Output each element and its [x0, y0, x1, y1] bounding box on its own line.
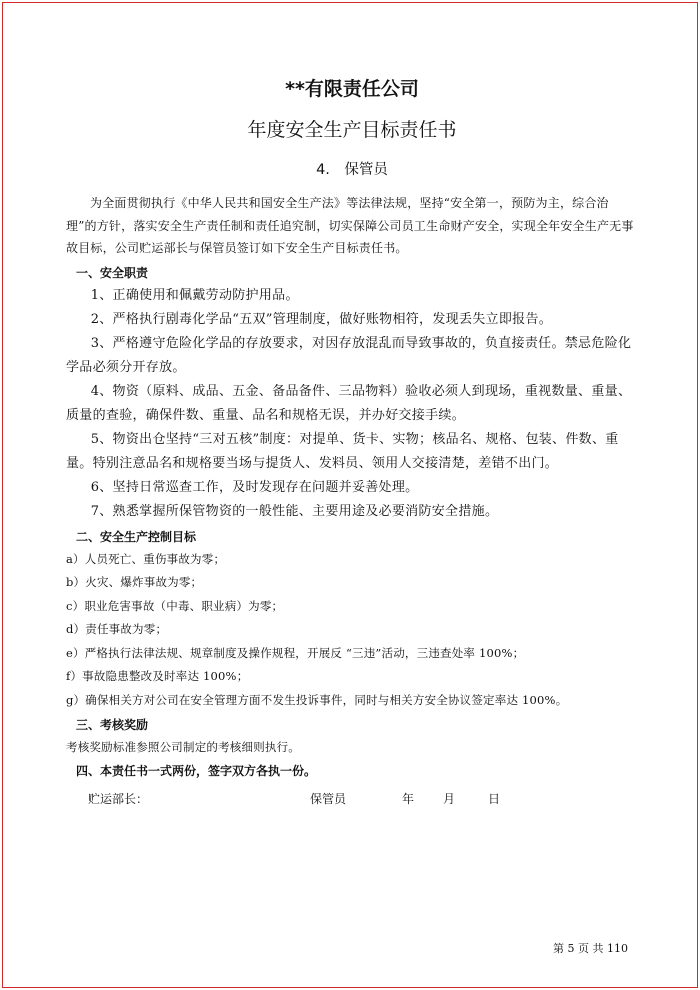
target-item: e）严格执行法律法规、规章制度及操作规程，开展反 “三违”活动，三违查处率 100%； — [66, 645, 525, 660]
section-heading-targets: 二、安全生产控制目标 — [76, 529, 197, 544]
target-item: g）确保相关方对公司在安全管理方面不发生投诉事件，同时与相关方安全协议签定率达 100%。 — [66, 692, 568, 707]
signature-year: 年 — [402, 792, 415, 806]
target-item: f）事故隐患整改及时率达 100%； — [66, 669, 249, 683]
target-item: d）责任事故为零； — [66, 622, 168, 636]
section-heading-rewards: 三、考核奖励 — [76, 718, 149, 732]
document-title: 年度安全生产目标责任书 — [247, 119, 457, 141]
signature-party-a: 贮运部长： — [88, 792, 149, 806]
duty-item: 3、严格遵守危险化学品的存放要求，对因存放混乱而导致事故的，负直接责任。禁忌危险化学品必须分开存放。 — [66, 335, 632, 375]
page-number: 第 5 页 共 110 — [553, 942, 628, 955]
rewards-text: 考核奖励标准参照公司制定的考核细则执行。 — [66, 740, 300, 754]
duty-item: 5、物资出仓坚持“三对五核”制度：对提单、货卡、实物；核品名、规格、包装、件数、重量。特别注意品名和规格要当场与提货人、发料员、领用人交接清楚，差错不出门。 — [66, 431, 619, 471]
target-item: c）职业危害事故（中毒、职业病）为零； — [66, 598, 284, 613]
signature-party-b: 保管员 — [310, 792, 347, 806]
signature-day: 日 — [488, 792, 501, 806]
section-heading-duties: 一、安全职责 — [76, 265, 149, 280]
duty-item: 6、坚持日常巡查工作，及时发现存在问题并妥善处理。 — [90, 479, 419, 495]
duty-item: 4、物资（原料、成品、五金、备品备件、三品物料）验收必须人到现场，重视数量、重量、质量的查验，确保件数、重量、品名和规格无误，并办好交接手续。 — [66, 383, 632, 423]
intro-paragraph: 为全面贯彻执行《中华人民共和国安全生产法》等法律法规，坚持“安全第一，预防为主，综合治理”的方针，落实安全生产责任制和责任追究制，切实保障公司员工生命财产安全，实现全年安全生产无事故目标，公司贮运部长与保管员签订如下安全生产目标责任书。 — [66, 196, 634, 255]
duty-item: 1、正确使用和佩戴劳动防护用品。 — [90, 287, 299, 303]
target-item: b）火灾、爆炸事故为零； — [66, 575, 203, 589]
section-heading-copies: 四、本责任书一式两份，签字双方各执一份。 — [76, 764, 317, 778]
signature-month: 月 — [443, 792, 456, 806]
duty-item: 7、熟悉掌握所保管物资的一般性能、主要用途及必要消防安全措施。 — [90, 503, 499, 519]
company-title: **有限责任公司 — [285, 78, 419, 100]
document-subtitle: 4. 保管员 — [316, 162, 388, 178]
duty-item: 2、严格执行剧毒化学品“五双”管理制度，做好账物相符，发现丢失立即报告。 — [90, 311, 553, 327]
target-item: a）人员死亡、重伤事故为零； — [66, 551, 226, 566]
signature-line — [66, 786, 638, 812]
document-body — [66, 70, 638, 812]
